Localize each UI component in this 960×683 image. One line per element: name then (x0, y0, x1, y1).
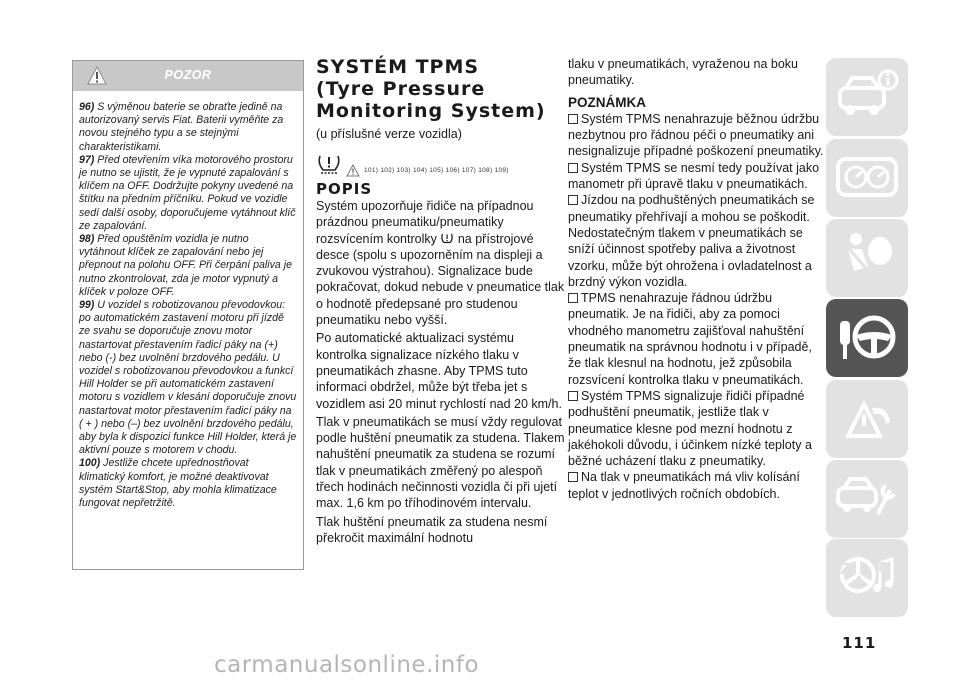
version-refs-row (316, 144, 568, 178)
svg-text:A: A (854, 575, 865, 590)
title-line: SYSTÉM TPMS (316, 56, 480, 78)
paragraph: tlaku v pneumatikách, vyraženou na boku pneumatiky. (568, 57, 798, 88)
bullet-text: Systém TPMS se nesmí tedy používat jako manometr při úpravě tlaku v pneumatikách. (568, 160, 820, 192)
note-bullet (568, 192, 824, 290)
bullet-text: TPMS nenahrazuje řádnou údržbu pneumatik. Je na řidiči, aby za pomoci vhodného manometru zajišťoval nahuštění pneumatik na správnou hodnotu i v případě, že tlak klesnul na hodnotu, jež způsobila rozsvícení kontrolka tlaku v pneumatikách. (568, 291, 812, 387)
title-line: Monitoring System) (316, 100, 546, 122)
svg-text:C: C (848, 597, 857, 611)
warning-item-text: Před otevřením víka motorového prostoru je nutno se ujistit, že je vypnuté zapalování s klíčem na OFF. Dodržujte pokyny uvedené na štítku na předním příčníku. Pokud ve vozidle sedí další osoby, doporučujeme vytáhnout klíč ze zapalování. (79, 153, 296, 232)
paragraph (316, 198, 568, 328)
page-title (316, 56, 568, 122)
bullet-square-icon (568, 391, 578, 401)
title-line: (Tyre Pressure (316, 78, 486, 100)
chapter-tab-car-info[interactable] (826, 58, 908, 136)
note-title: POZNÁMKA (568, 94, 646, 110)
paragraph-text: na přístrojové desce (spolu s upozorněním na displeji a zvukovou výstrahou). Signalizace bude pokračovat, dokud nebude v pneumatice tlak o hodnotě předepsané pro studenou pneumatiku nebo vyšší. (316, 231, 565, 328)
warning-item-text: S výměnou baterie se obraťte jedině na autorizovaný servis Fiat. Baterii vyměňte za novou stejného typu a se stejnými charakteristikami. (79, 101, 284, 153)
warning-item-number: 99) (79, 299, 95, 312)
bullet-text: Systém TPMS nenahrazuje běžnou údržbu nezbytnou pro řádnou péči o pneumatiky ani nesignalizuje případné poškození pneumatiky. (568, 111, 824, 159)
paragraph: Tlak huštění pneumatik za studena nesmí překročit maximální hodnotu (316, 514, 548, 545)
svg-text:E: E (878, 561, 887, 576)
note-bullet (568, 111, 824, 160)
right-column (568, 56, 824, 502)
tpms-warning-icon (316, 148, 342, 178)
warning-item-text: Před opuštěním vozidla je nutno vytáhnout klíček ze zapalování nebo jej přepnout na polohu OFF. Při čerpání paliva je nutno zkontrolovat, zda je motor vypnutý a klíček v poloze OFF. (79, 233, 292, 298)
tpms-lamp-icon (440, 231, 454, 245)
bullet-square-icon (568, 472, 578, 482)
car-info-icon (834, 66, 900, 128)
warning-item (79, 299, 297, 457)
warning-header (73, 61, 303, 91)
alphabet-index-icon (834, 556, 900, 618)
note-bullet (568, 388, 824, 469)
paragraph-text: Systém upozorňuje řidiče na případnou prázdnou pneumatiku/pneumatiky rozsvícením kontrolky (316, 199, 534, 246)
svg-text:D: D (882, 585, 892, 599)
warning-triangle-icon (834, 388, 900, 450)
bullet-text: Jízdou na podhuštěných pneumatikách se pneumatiky přehřívají a mohou se poškodit. Nedostatečným tlakem v pneumatikách se sníží účinnost spotřeby paliva a životnost vzorku, může být ohrožena i ovladatelnost a brzdný výkon vozidla. (568, 193, 815, 289)
chapter-tab-safety[interactable] (826, 219, 908, 297)
seatbelt-airbag-icon (834, 227, 900, 289)
warning-item-text: Jestliže chcete upřednostňovat klimatický komfort, je možné deaktivovat systém Start&Stop, aby mohla klimatizace fungovat nepřetržitě. (79, 457, 277, 510)
bullet-square-icon (568, 114, 578, 124)
warning-item (79, 233, 297, 299)
svg-text:Z: Z (840, 560, 851, 578)
warning-item-text: U vozidel s robotizovanou převodovkou: po automatickém zastavení motoru při jízdě ze svahu se doporučuje znovu motor nastartovat přestavením řadicí páky na (+) nebo (-) bez uvolnění brzdového pedálu. U vozidel s robotizovanou převodovkou a funkcí Hill Holder se při automatickém zastavení motoru s vozidlem v klesání doporučuje znovu nastartovat motor přestavením řadicí páky na ( + ) nebo (–) bez uvolnění brzdového pedálu, aby byla k dispozici funkce Hill Holder, která je aktivní pouze s motorem v chodu. (79, 299, 297, 457)
warning-triangle-icon (346, 164, 360, 178)
page-number: 111 (842, 634, 877, 652)
warning-item (79, 457, 297, 510)
warning-title: POZOR (164, 68, 212, 82)
bullet-square-icon (568, 293, 578, 303)
chapter-tab-dashboard[interactable] (826, 139, 908, 217)
warning-item-number: 97) (79, 153, 95, 166)
paragraph: Po automatické aktualizaci systému kontrolka signalizace nízkého tlaku v pneumatikách zhasne. Aby TPMS tuto informaci obdržel, může být třeba jet s vozidlem asi 20 minut rychlostí nad 20 km/h. (316, 331, 562, 411)
watermark: carmanualsonline.info (214, 652, 480, 678)
bullet-square-icon (568, 163, 578, 173)
warning-body (73, 91, 303, 510)
chapter-tab-index[interactable] (826, 556, 908, 634)
chapter-tab-starting-driving[interactable] (826, 299, 908, 377)
warning-item-number: 96) (79, 101, 95, 113)
bullet-square-icon (568, 195, 578, 205)
section-title: POPIS (316, 180, 373, 198)
reference-numbers: 101) 102) 103) 104) 105) 106) 107) 108) 109) (364, 167, 509, 174)
warning-item (79, 101, 297, 154)
note-bullet (568, 469, 824, 502)
version-note: (u příslušné verze vozidla) (316, 127, 462, 141)
warning-item-number: 98) (79, 233, 95, 246)
bullet-text: Systém TPMS signalizuje řidiči případné podhuštění pneumatik, jestliže tlak v pneumatice klesne pod mezní hodnotu z jakéhokoli důvodu, i účinkem nízké teploty a běžné ucházení tlaku z pneumatiky. (568, 388, 812, 469)
key-steering-wheel-icon (834, 307, 900, 369)
svg-text:T: T (864, 599, 873, 614)
warning-box (72, 60, 304, 570)
chapter-tab-maintenance[interactable] (826, 460, 908, 538)
svg-text:B: B (836, 581, 846, 595)
dashboard-icon (834, 147, 900, 209)
car-wrench-icon (834, 468, 900, 530)
main-column (316, 56, 568, 546)
note-bullet (568, 290, 824, 388)
bullet-text: Na tlak v pneumatikách má vliv kolísání teplot v jednotlivých ročních obdobích. (568, 470, 800, 501)
chapter-tab-emergency[interactable] (826, 380, 908, 458)
warning-item-number: 100) (79, 457, 101, 470)
note-bullet (568, 160, 824, 193)
paragraph: Tlak v pneumatikách se musí vždy regulovat podle huštění pneumatik za studena. Tlakem nahuštění pneumatik za studena se rozumí tlak v pneumatikách změřený po alespoň třech hodinách nečinnosti vozidla či při ujetí max. 1,6 km po tříhodinovém intervalu. (316, 414, 565, 511)
warning-item (79, 154, 297, 233)
